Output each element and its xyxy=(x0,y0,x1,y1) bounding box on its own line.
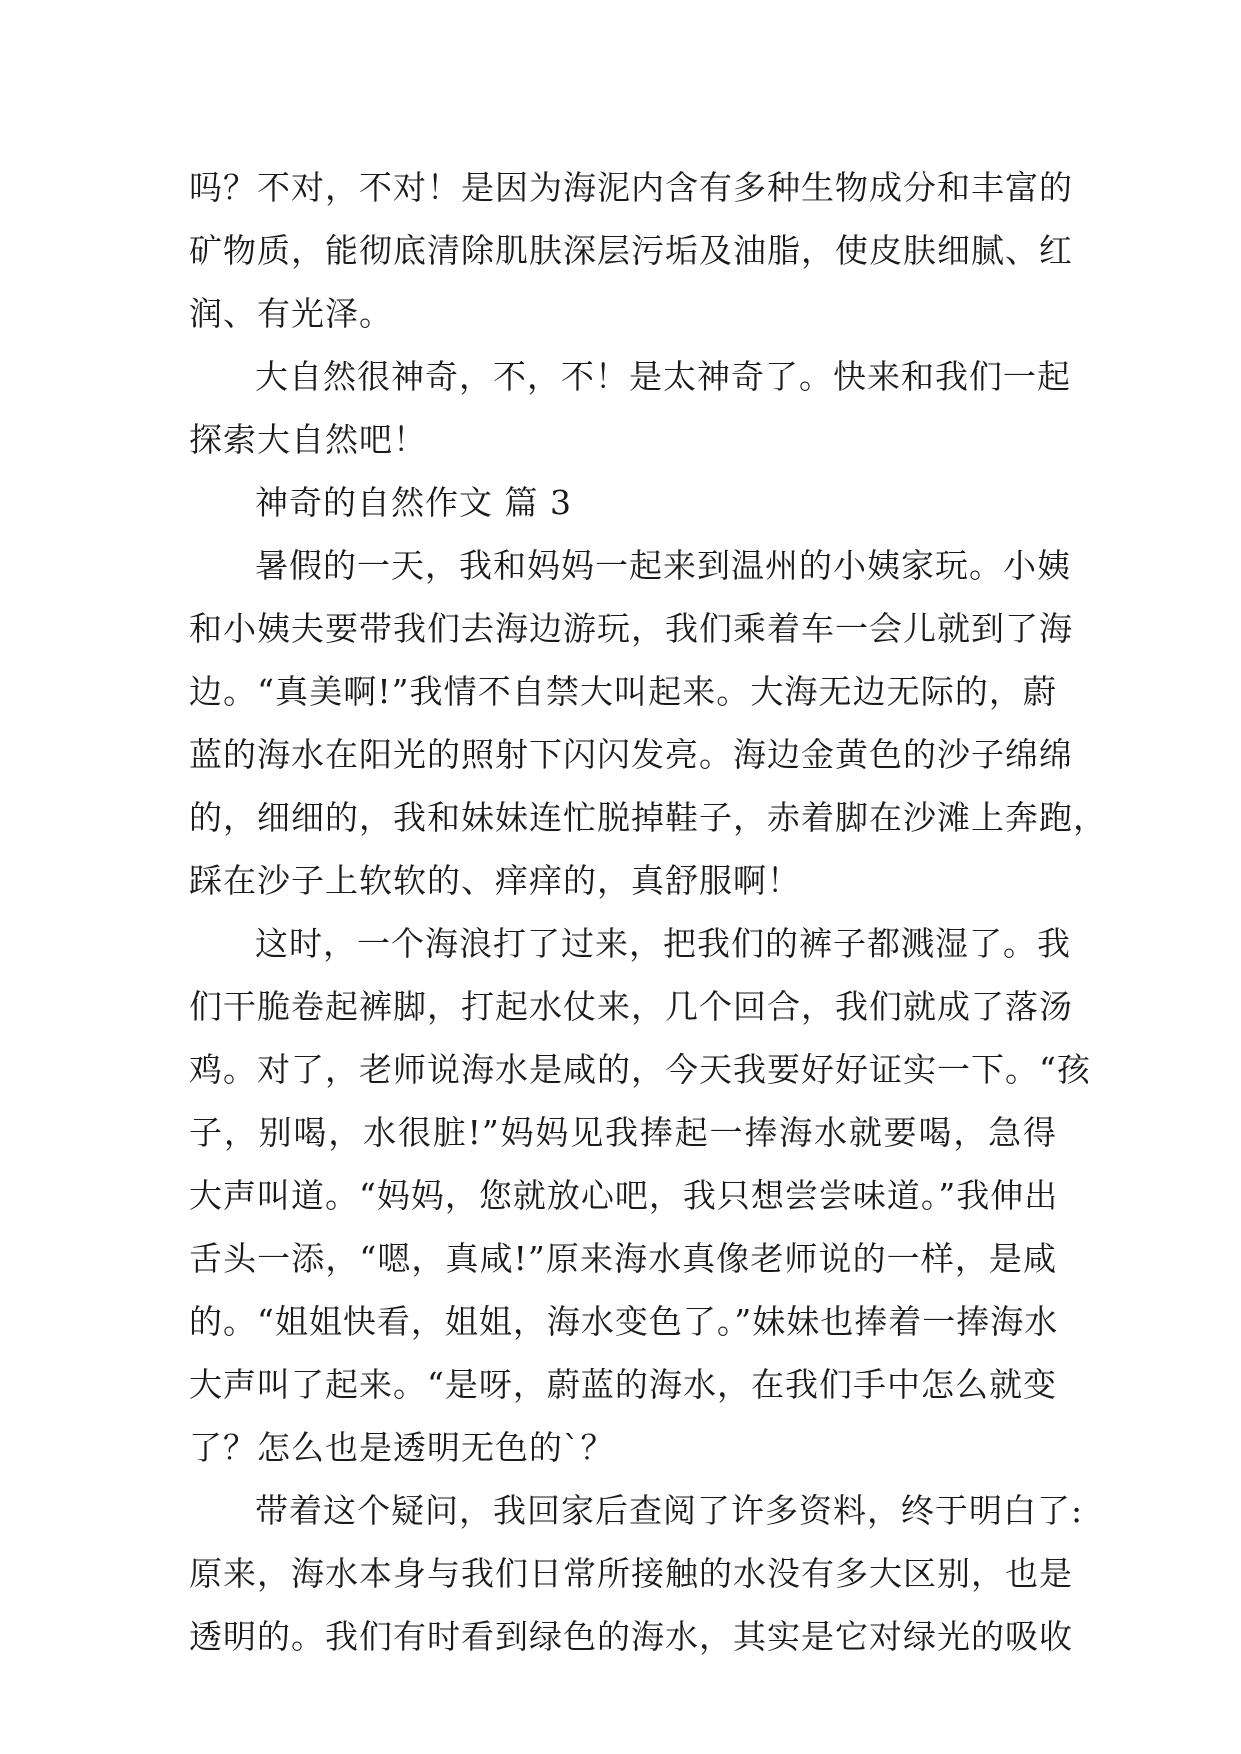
section-heading: 神奇的自然作文 篇 3 xyxy=(255,483,572,522)
document-body xyxy=(189,156,1107,1668)
paragraph-nature xyxy=(189,345,1071,471)
paragraph-beach xyxy=(189,534,1107,912)
text-line: 们干脆卷起裤脚，打起水仗来，几个回合，我们就成了落汤 xyxy=(189,987,1073,1026)
text-line: 边。“真美啊!”我情不自禁大叫起来。大海无边无际的，蔚 xyxy=(189,672,1057,711)
text-line: 的。“姐姐快看，姐姐，海水变色了。”妹妹也捧着一捧海水 xyxy=(189,1302,1059,1341)
paragraph-question xyxy=(189,1479,1084,1668)
text-line: 大自然很神奇，不，不！是太神奇了。快来和我们一起 xyxy=(255,357,1071,396)
text-line: 吗？不对，不对！是因为海泥内含有多种生物成分和丰富的 xyxy=(189,168,1073,207)
text-line: 和小姨夫要带我们去海边游玩，我们乘着车一会儿就到了海 xyxy=(189,609,1073,648)
text-line: 鸡。对了，老师说海水是咸的，今天我要好好证实一下。“孩 xyxy=(189,1050,1091,1089)
text-line: 矿物质，能彻底清除肌肤深层污垢及油脂，使皮肤细腻、红 xyxy=(189,231,1073,270)
text-line: 踩在沙子上软软的、痒痒的，真舒服啊！ xyxy=(189,861,801,900)
text-line: 蓝的海水在阳光的照射下闪闪发亮。海边金黄色的沙子绵绵 xyxy=(189,735,1073,774)
text-line: 子，别喝，水很脏!”妈妈见我捧起一捧海水就要喝，急得 xyxy=(189,1113,1057,1152)
text-line: 大声叫了起来。“是呀，蔚蓝的海水，在我们手中怎么就变 xyxy=(189,1365,1057,1404)
text-line: 透明的。我们有时看到绿色的海水，其实是它对绿光的吸收 xyxy=(189,1617,1073,1656)
text-line: 的，细细的，我和妹妹连忙脱掉鞋子，赤着脚在沙滩上奔跑， xyxy=(189,798,1107,837)
text-line: 这时，一个海浪打了过来，把我们的裤子都溅湿了。我 xyxy=(255,924,1071,963)
text-line: 大声叫道。“妈妈，您就放心吧，我只想尝尝味道。”我伸出 xyxy=(189,1176,1059,1215)
text-line: 原来，海水本身与我们日常所接触的水没有多大区别，也是 xyxy=(189,1554,1073,1593)
paragraph-mud xyxy=(189,156,1073,345)
text-line: 带着这个疑问，我回家后查阅了许多资料，终于明白了: xyxy=(255,1491,1084,1530)
text-line: 探索大自然吧！ xyxy=(189,420,427,459)
text-line: 了？怎么也是透明无色的`？ xyxy=(189,1428,615,1467)
paragraph-waves xyxy=(189,912,1091,1479)
text-line: 暑假的一天，我和妈妈一起来到温州的小姨家玩。小姨 xyxy=(255,546,1071,585)
text-line: 润、有光泽。 xyxy=(189,294,393,333)
text-line: 舌头一添，“嗯，真咸!”原来海水真像老师说的一样，是咸 xyxy=(189,1239,1057,1278)
